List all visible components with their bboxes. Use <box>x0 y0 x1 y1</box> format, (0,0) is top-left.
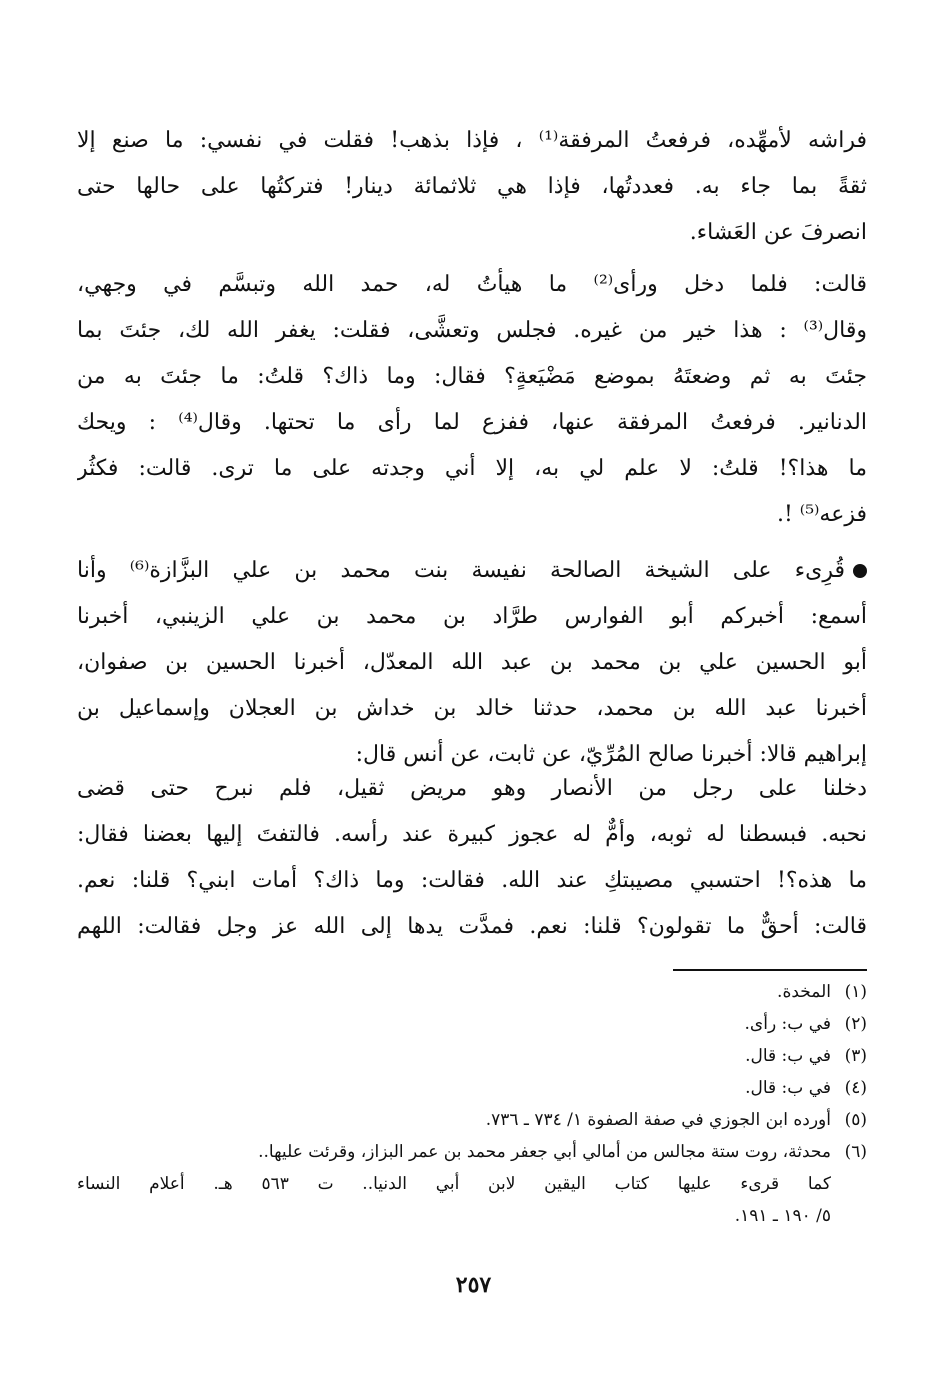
text-line-first <box>77 548 867 594</box>
footnote-number: (٦) <box>844 1142 867 1162</box>
text-line: قالت: أحقٌّ ما تقولون؟ قلنا: نعم. فمدَّت يدها إلى الله عز وجل فقالت: اللهم <box>77 914 867 939</box>
text-line: فزعه⁽⁵⁾ !. <box>776 502 867 527</box>
footnote-number: (٣) <box>844 1046 867 1066</box>
text-line: أخبرنا عبد الله بن محمد، حدثنا خالد بن خداش بن العجلان وإسماعيل بن <box>77 696 867 721</box>
text-line: وقال⁽³⁾ : هذا خير من غيره. فجلس وتعشَّى، فقلت: يغفر الله لك، جئتَ بما <box>77 318 867 343</box>
text-line: قالت: فلما دخل ورأى⁽²⁾ ما هيأتُ له، حمد الله وتبسَّم في وجهي، <box>77 272 867 297</box>
footnote-text: أورده ابن الجوزي في صفة الصفوة ١/ ٧٣٤ ـ ٧٣٦. <box>485 1110 831 1130</box>
text-line: ثقةً بما جاء به. فعددتُها، فإذا هي ثلاثمائة دينار! فتركتُها على حالها حتى <box>77 174 867 199</box>
footnote-divider <box>673 969 867 971</box>
footnote-text: المخدة. <box>777 982 831 1002</box>
text-line: جئتَ به ثم وضعتَهُ بموضع مَضْيَعةٍ؟ فقال: وما ذاك؟ قلتُ: ما جئتَ به من <box>77 364 867 389</box>
footnote-4 <box>77 1072 867 1104</box>
text-line: الدنانير. فرفعتُ المرفقة عنها، ففزع لما رأى ما تحتها. وقال⁽⁴⁾ : ويحك <box>77 410 867 435</box>
paragraph-1 <box>77 118 867 256</box>
footnote-number: (٢) <box>844 1014 867 1034</box>
text-line: ما هذه؟! احتسبي مصيبتكِ عند الله. فقالت: وما ذاك؟ أمات ابني؟ قلنا: نعم. <box>77 868 867 893</box>
footnote-number: (١) <box>844 982 867 1002</box>
footnote-number: (٤) <box>844 1078 867 1098</box>
text-line: فراشه لأمهِّده، فرفعتُ المرفقة⁽¹⁾ ، فإذا بذهب! فقلت في نفسي: ما صنع إلا <box>77 128 867 153</box>
text-line: دخلنا على رجل من الأنصار وهو مريض ثقيل، فلم نبرح حتى قضى <box>77 776 867 801</box>
text-line-content: قُرِىء على الشيخة الصالحة نفيسة بنت محمد بن علي البزَّازة⁽⁶⁾ وأنا <box>77 558 845 583</box>
text-line: ما هذا؟! قلتُ: لا علم لي به، إلا أني وجدته على ما ترى. قالت: فكثُر <box>77 456 867 481</box>
footnote-text: محدثة، روت ستة مجالس من أمالي أبي جعفر محمد بن عمر البزاز، وقرئت عليها.. <box>258 1142 831 1162</box>
footnote-text: في ب: قال. <box>745 1078 831 1098</box>
footnote-1 <box>77 976 867 1008</box>
text-line: أسمع: أخبركم أبو الفوارس طرَّاد بن محمد بن علي الزينبي، أخبرنا <box>77 604 867 629</box>
footnote-6 <box>77 1136 867 1168</box>
paragraph-4 <box>77 766 867 950</box>
footnote-2 <box>77 1008 867 1040</box>
text-line: إبراهيم قالا: أخبرنا صالح المُرِّيّ، عن ثابت، عن أنس قال: <box>355 742 867 767</box>
footnote-text: في ب: قال. <box>745 1046 831 1066</box>
footnote-5 <box>77 1104 867 1136</box>
text-line: أبو الحسين علي بن محمد بن عبد الله المعدّل، أخبرنا الحسين بن صفوان، <box>77 650 867 675</box>
text-line: انصرفَ عن العَشاء. <box>689 220 867 245</box>
paragraph-3 <box>77 548 867 778</box>
text-line: نحبه. فبسطنا له ثوبه، وأمٌّ له عجوز كبيرة عند رأسه. فالتفتَ إليها بعضنا فقال: <box>77 822 867 847</box>
bullet-icon <box>853 564 867 578</box>
footnote-6-continued: كما قرىء عليها كتاب اليقين لابن أبي الدنيا.. ت ٥٦٣ هـ. أعلام النساء <box>77 1174 831 1194</box>
page-number: ٢٥٧ <box>455 1272 492 1298</box>
footnote-text: في ب: رأى. <box>744 1014 831 1034</box>
footnotes <box>77 976 867 1232</box>
paragraph-2 <box>77 262 867 538</box>
footnote-6-continued: ٥/ ١٩٠ ـ ١٩١. <box>734 1206 831 1226</box>
footnote-3 <box>77 1040 867 1072</box>
footnote-number: (٥) <box>844 1110 867 1130</box>
